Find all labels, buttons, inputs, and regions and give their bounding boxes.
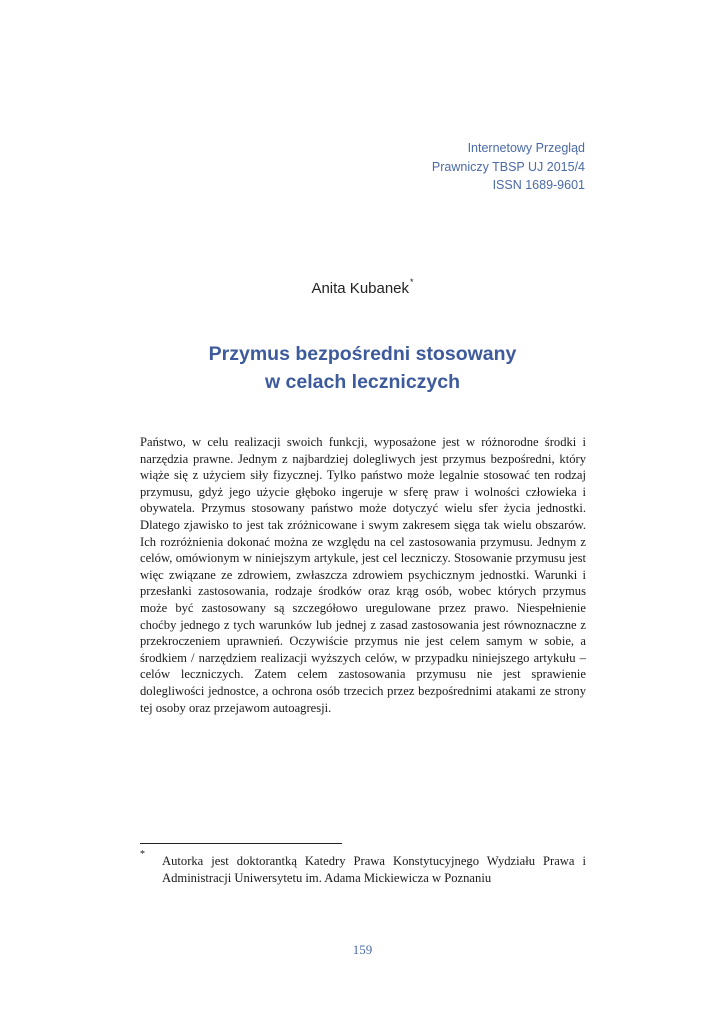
abstract-paragraph: Państwo, w celu realizacji swoich funkcji, wyposażone jest w różnorodne środki i narzędzia prawne. Jednym z najbardziej dolegliwych jest przymus bezpośredni, który wiąże się z użyciem siły fizycznej. Tylko państwo może legalnie stosować ten rodzaj przymusu, gdyż jego użycie głęboko ingeruje w sferę praw i wolności człowieka i obywatela. Przymus stosowany państwo może dotyczyć wielu sfer życia jednostki. Dlatego zjawisko to jest tak zróżnicowane i swym zakresem sięga tak wielu obszarów. Ich rozróżnienia dokonać można ze względu na cel zastosowania przymusu. Jednym z celów, omówionym w niniejszym artykule, jest cel leczniczy. Stosowanie przymusu jest więc związane ze zdrowiem, zwłaszcza zdrowiem psychicznym jednostki. Warunki i przesłanki zastosowania, rodzaje środków oraz krąg osób, wobec których przymus może być zastosowany są szczegółowo uregulowane przez prawo. Niespełnienie choćby jednego z tych warunków lub jednej z zasad zastosowania jest równoznaczne z przekroczeniem uprawnień. Oczywiście przymus nie jest celem samym w sobie, a środkiem / narzędziem realizacji wyższych celów, w przypadku niniejszego artykułu – celów leczniczych. Zatem celem zastosowania przymusu nie jest sprawienie dolegliwości jednostce, a ochrona osób trzecich przez bezpośrednimi atakami ze strony tej osoby oraz przejawom autoagresji. bbox=[140, 435, 586, 715]
article-title-line-2: w celach leczniczych bbox=[264, 371, 461, 393]
page-number: 159 bbox=[352, 942, 373, 957]
author-name: Anita Kubanek bbox=[311, 280, 410, 297]
journal-header bbox=[432, 139, 585, 195]
footnote-separator bbox=[140, 843, 342, 844]
author bbox=[0, 277, 725, 297]
footnote-marker: * bbox=[140, 849, 145, 860]
author-footnote-marker: * bbox=[410, 277, 414, 287]
journal-name-line-1: Internetowy Przegląd bbox=[467, 141, 585, 155]
journal-name-line-2: Prawniczy TBSP UJ 2015/4 bbox=[431, 159, 585, 174]
article-title bbox=[0, 340, 725, 396]
footnote-text: Autorka jest doktorantką Katedry Prawa Konstytucyjnego Wydziału Prawa i Administracji Uniwersytetu im. Adama Mickiewicza w Poznaniu bbox=[162, 854, 586, 885]
journal-issn: ISSN 1689-9601 bbox=[492, 178, 585, 192]
article-title-line-1: Przymus bezpośredni stosowany bbox=[208, 343, 517, 365]
